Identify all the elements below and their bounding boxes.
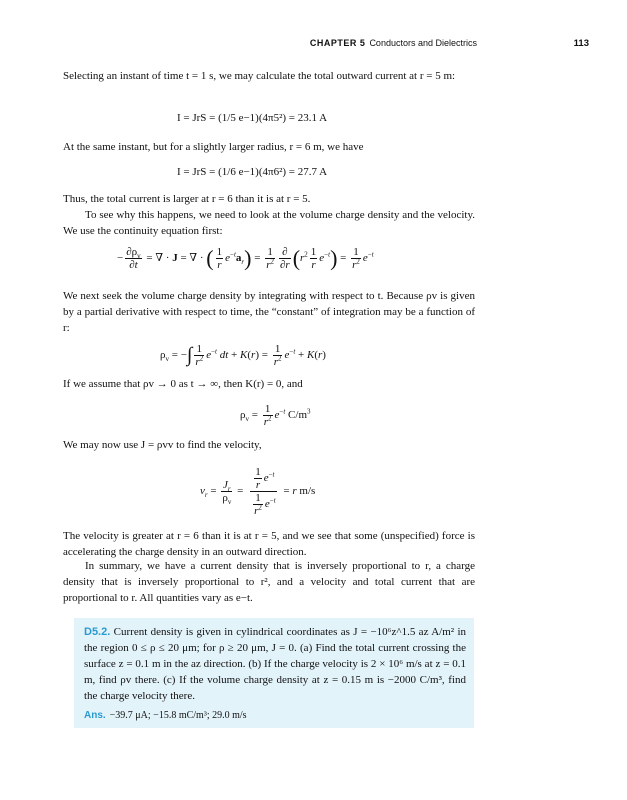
answer-values: −39.7 μA; −15.8 mC/m³; 29.0 m/s	[109, 710, 247, 721]
page-number: 113	[573, 38, 589, 49]
drill-text: Current density is given in cylindrical coordinates as J = −10⁶z^1.5 az A/m² in the region 0 ≤ ρ ≤ 20 μm; for ρ ≥ 20 μm, J = 0. (a) Find the total current crossing the surface z = 0.1 m in the az direction. (b) If the charge velocity is 2 × 10⁶ m/s at z = 0.1 m, find ρv there. (c) If the volume charge density at z = 0.15 m is −2000 C/m³, find the charge velocity there.	[84, 626, 466, 702]
running-head	[310, 38, 477, 48]
drill-label: D5.2.	[84, 626, 111, 638]
drill-problem	[84, 624, 466, 704]
paragraph-7: We may now use J = ρvv to find the velocity,	[63, 439, 262, 451]
equation-rho-integral: $\rho_v$ = −∫ $\frac{1}{r^2}$ $e^{-t}$ dt + K(r) = $\frac{1}{r^2}$ $e^{-t} + K(r)$	[160, 343, 326, 368]
equation-velocity: $v_r$ = $\frac{J_r}{\rho_v}$ = $\frac{1}{r}$ $e^{-t}$ $\frac{1}{r^2}$ $e^{-t}$ = r m/s	[200, 466, 316, 517]
chapter-label: CHAPTER 5	[309, 38, 366, 48]
paragraph-4: To see why this happens, we need to look at the volume charge density and the velocity. We use the continuity equation first:	[63, 209, 475, 237]
paragraph-1: Selecting an instant of time t = 1 s, we may calculate the total outward current at r = 5 m:	[63, 70, 456, 82]
drill-problem-box	[74, 618, 474, 728]
equation-current-r5: I = JrS = (1/5 e−1)(4π5²) = 23.1 A	[177, 112, 328, 124]
drill-answer	[84, 710, 247, 721]
answer-label: Ans.	[84, 710, 106, 721]
paragraph-6: If we assume that ρv → 0 as t → ∞, then K(r) = 0, and	[63, 378, 303, 390]
equation-current-r6: I = JrS = (1/6 e−1)(4π6²) = 27.7 A	[177, 166, 328, 178]
paragraph-8: The velocity is greater at r = 6 than it is at r = 5, and we see that some (unspecified) force is accelerating the charge density in an outward direction.	[63, 530, 475, 558]
equation-rho-result: $\rho_v$ = $\frac{1}{r^2}$ $e^{-t}$ $C/m^3$	[240, 403, 311, 428]
paragraph-9: In summary, we have a current density that is inversely proportional to r, a charge density that is inversely proportional to r², and a velocity and total current that are proportional to r. All quantities vary as e−t.	[63, 560, 475, 604]
chapter-title: Conductors and Dielectrics	[369, 38, 477, 48]
paragraph-3: Thus, the total current is larger at r = 6 than it is at r = 5.	[63, 193, 311, 205]
equation-continuity: − $\frac{\partial\rho_v}{\partial t}$ = ∇ · J = ∇ · ( $\frac{1}{r}$ $e^{-t}a_r$) = $\frac{1}{r^2}$ $\frac{\partial}{\partial r}$ ($r^2$ $\frac{1}{r}$ $e^{-t}$) = $\frac{1}{r^2}$ $e^{-t}$	[117, 245, 374, 271]
paragraph-5: We next seek the volume charge density by integrating with respect to t. Because ρv is given by a partial derivative with respect to time, the “constant” of integration may be a function of r:	[63, 290, 475, 334]
page-header	[0, 38, 627, 52]
paragraph-2: At the same instant, but for a slightly larger radius, r = 6 m, we have	[63, 141, 364, 153]
